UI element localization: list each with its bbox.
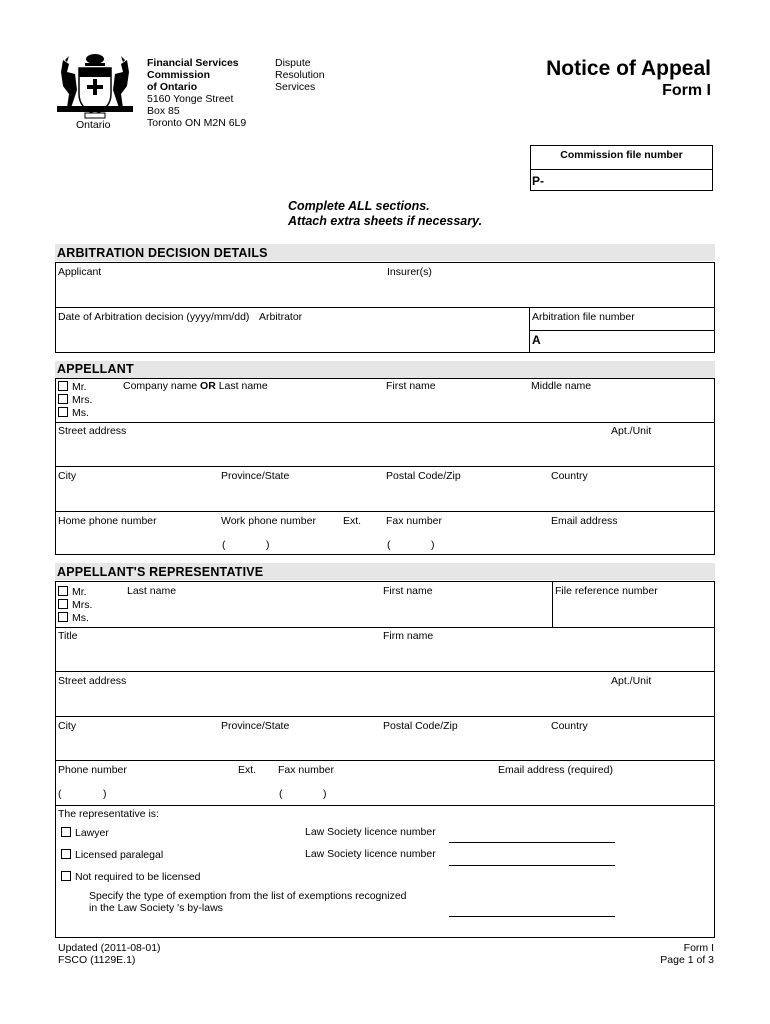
- appellant-work-phone-field[interactable]: Work phone number: [221, 515, 316, 527]
- rep-phone-area-close: ): [103, 788, 107, 800]
- arbitrator-field[interactable]: Arbitrator: [259, 311, 303, 323]
- rep-ext-field[interactable]: Ext.: [238, 764, 257, 776]
- page-title: Notice of Appeal: [546, 57, 711, 80]
- rep-phone-field[interactable]: Phone number: [58, 764, 127, 776]
- rep-postal-field[interactable]: Postal Code/Zip: [383, 720, 458, 732]
- not-required-checkbox[interactable]: [61, 871, 71, 881]
- instructions: Complete ALL sections. Attach extra sheets if necessary.: [288, 199, 483, 228]
- rep-province-field[interactable]: Province/State: [221, 720, 290, 732]
- fax-area-close: ): [431, 539, 435, 551]
- rep-mr-label: Mr.: [72, 586, 87, 598]
- arbitration-section-heading: ARBITRATION DECISION DETAILS: [57, 246, 268, 260]
- rep-fax-field[interactable]: Fax number: [278, 764, 335, 776]
- insurers-field[interactable]: Insurer(s): [387, 266, 432, 278]
- rep-mrs-label: Mrs.: [72, 599, 93, 611]
- appellant-postal-field[interactable]: Postal Code/Zip: [386, 470, 461, 482]
- division-name: Dispute Resolution Services: [275, 57, 325, 93]
- rep-title-field[interactable]: Title: [58, 630, 78, 642]
- rep-ms-checkbox[interactable]: [58, 612, 68, 622]
- form-label: Form I: [662, 82, 711, 99]
- appellant-ext-field[interactable]: Ext.: [343, 515, 362, 527]
- commission-file-number-label: Commission file number: [560, 149, 683, 161]
- appellant-first-name-field[interactable]: First name: [386, 380, 436, 392]
- lawyer-licence-input[interactable]: [449, 842, 615, 843]
- rep-phone-area-open: (: [58, 788, 62, 800]
- appellant-middle-name-field[interactable]: Middle name: [531, 380, 592, 392]
- rep-fax-area-open: (: [279, 788, 283, 800]
- rep-firm-name-field[interactable]: Firm name: [383, 630, 434, 642]
- representative-section-heading: APPELLANT'S REPRESENTATIVE: [57, 565, 264, 579]
- rep-email-field[interactable]: Email address (required): [498, 764, 613, 776]
- rep-mr-checkbox[interactable]: [58, 586, 68, 596]
- appellant-ms-label: Ms.: [72, 407, 89, 419]
- rep-mrs-checkbox[interactable]: [58, 599, 68, 609]
- appellant-mrs-label: Mrs.: [72, 394, 93, 406]
- ontario-coat-of-arms-logo: [55, 50, 135, 128]
- appellant-city-field[interactable]: City: [58, 470, 77, 482]
- rep-street-field[interactable]: Street address: [58, 675, 127, 687]
- rep-last-name-field[interactable]: Last name: [127, 585, 177, 597]
- appellant-apt-field[interactable]: Apt./Unit: [611, 425, 652, 437]
- commission-name: Financial Services Commission of Ontario: [147, 57, 239, 93]
- rep-fax-area-close: ): [323, 788, 327, 800]
- appellant-email-field[interactable]: Email address: [551, 515, 618, 527]
- paralegal-licence-input[interactable]: [449, 865, 615, 866]
- appellant-section-heading: APPELLANT: [57, 362, 134, 376]
- appellant-fax-field[interactable]: Fax number: [386, 515, 443, 527]
- lawyer-licence-label: Law Society licence number: [305, 826, 436, 838]
- arbitration-file-number-label: Arbitration file number: [532, 311, 635, 323]
- work-phone-area-close: ): [266, 539, 270, 551]
- rep-city-field[interactable]: City: [58, 720, 77, 732]
- appellant-street-field[interactable]: Street address: [58, 425, 127, 437]
- lawyer-checkbox[interactable]: [61, 827, 71, 837]
- commission-address: 5160 Yonge Street Box 85 Toronto ON M2N 6L9: [147, 93, 247, 129]
- appellant-ms-checkbox[interactable]: [58, 407, 68, 417]
- footer-right: Form I Page 1 of 3: [660, 942, 714, 966]
- not-required-label: Not required to be licensed: [75, 871, 201, 883]
- arbitration-file-number-field[interactable]: A: [532, 333, 541, 347]
- commission-file-number-field[interactable]: P-: [532, 174, 544, 188]
- paralegal-checkbox[interactable]: [61, 849, 71, 859]
- appellant-province-field[interactable]: Province/State: [221, 470, 290, 482]
- rep-ms-label: Ms.: [72, 612, 89, 624]
- rep-file-reference-field[interactable]: File reference number: [555, 585, 658, 597]
- arbitration-date-field[interactable]: Date of Arbitration decision (yyyy/mm/dd): [58, 311, 250, 323]
- paralegal-licence-label: Law Society licence number: [305, 848, 436, 860]
- paralegal-label: Licensed paralegal: [75, 849, 164, 861]
- lawyer-label: Lawyer: [75, 827, 109, 839]
- appellant-home-phone-field[interactable]: Home phone number: [58, 515, 157, 527]
- rep-country-field[interactable]: Country: [551, 720, 588, 732]
- appellant-mr-label: Mr.: [72, 381, 87, 393]
- coat-of-arms-icon: [55, 50, 135, 128]
- appellant-mrs-checkbox[interactable]: [58, 394, 68, 404]
- appellant-country-field[interactable]: Country: [551, 470, 588, 482]
- rep-type-label: The representative is:: [58, 808, 159, 820]
- province-label: Ontario: [76, 119, 111, 131]
- rep-first-name-field[interactable]: First name: [383, 585, 433, 597]
- fax-area-open: (: [387, 539, 391, 551]
- exemption-input[interactable]: [449, 916, 615, 917]
- work-phone-area-open: (: [222, 539, 226, 551]
- rep-apt-field[interactable]: Apt./Unit: [611, 675, 652, 687]
- applicant-field[interactable]: Applicant: [58, 266, 102, 278]
- exemption-instructions: Specify the type of exemption from the list of exemptions recognized in the Law Society 's by-laws: [89, 890, 407, 914]
- appellant-mr-checkbox[interactable]: [58, 381, 68, 391]
- footer-left: Updated (2011-08-01) FSCO (1129E.1): [58, 942, 161, 966]
- appellant-company-last-name-field[interactable]: Company name OR Last name: [123, 380, 268, 392]
